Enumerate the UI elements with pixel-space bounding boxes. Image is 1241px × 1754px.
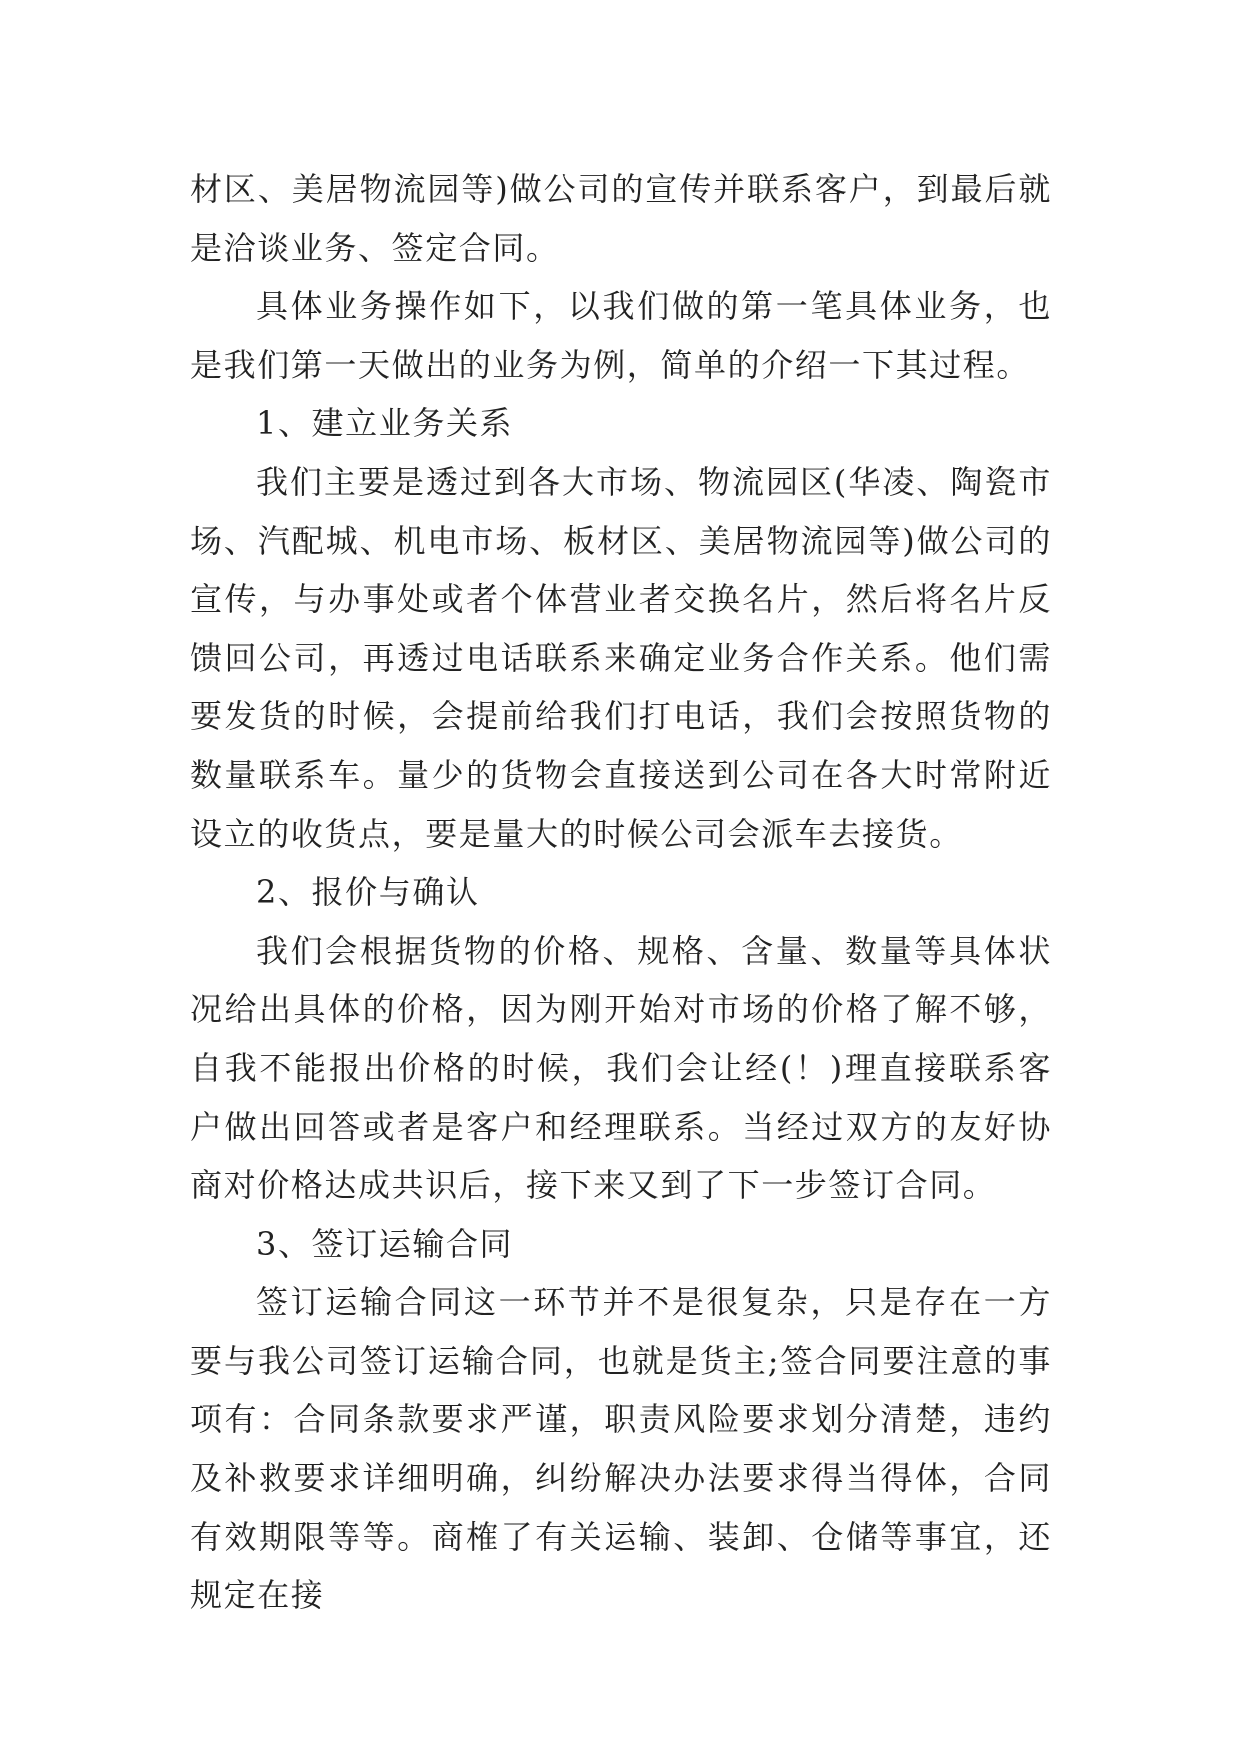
paragraph-business-relationship: 我们主要是透过到各大市场、物流园区(华凌、陶瓷市场、汽配城、机电市场、板材区、美居物流园等)做公司的宣传，与办事处或者个体营业者交换名片，然后将名片反馈回公司，再透过电话联系来确定业务合作关系。他们需要发货的时候，会提前给我们打电话，我们会按照货物的数量联系车。量少的货物会直接送到公司在各大时常附近设立的收货点，要是量大的时候公司会派车去接货。 [190,462,1052,853]
section-heading-3: 3、签订运输合同 [256,1224,514,1263]
section-heading-2: 2、报价与确认 [256,873,480,912]
document-body [190,160,1052,1625]
paragraph-quotation: 我们会根据货物的价格、规格、含量、数量等具体状况给出具体的价格，因为刚开始对市场的价格了解不够，自我不能报出价格的时候，我们会让经(！)理直接联系客户做出回答或者是客户和经理联系。当经过双方的友好协商对价格达成共识后，接下来又到了下一步签订合同。 [190,931,1052,1205]
paragraph-contract: 签订运输合同这一环节并不是很复杂，只是存在一方要与我公司签订运输合同，也就是货主;签合同要注意的事项有：合同条款要求严谨，职责风险要求划分清楚，违约及补救要求详细明确，纠纷解决办法要求得当得体，合同有效期限等等。商榷了有关运输、装卸、仓储等事宜，还规定在接 [190,1283,1052,1615]
section-heading-1: 1、建立业务关系 [256,404,514,443]
paragraph-business-intro: 具体业务操作如下，以我们做的第一笔具体业务，也是我们第一天做出的业务为例，简单的介绍一下其过程。 [190,287,1052,384]
paragraph-continuation: 材区、美居物流园等)做公司的宣传并联系客户，到最后就是洽谈业务、签定合同。 [190,170,1052,267]
